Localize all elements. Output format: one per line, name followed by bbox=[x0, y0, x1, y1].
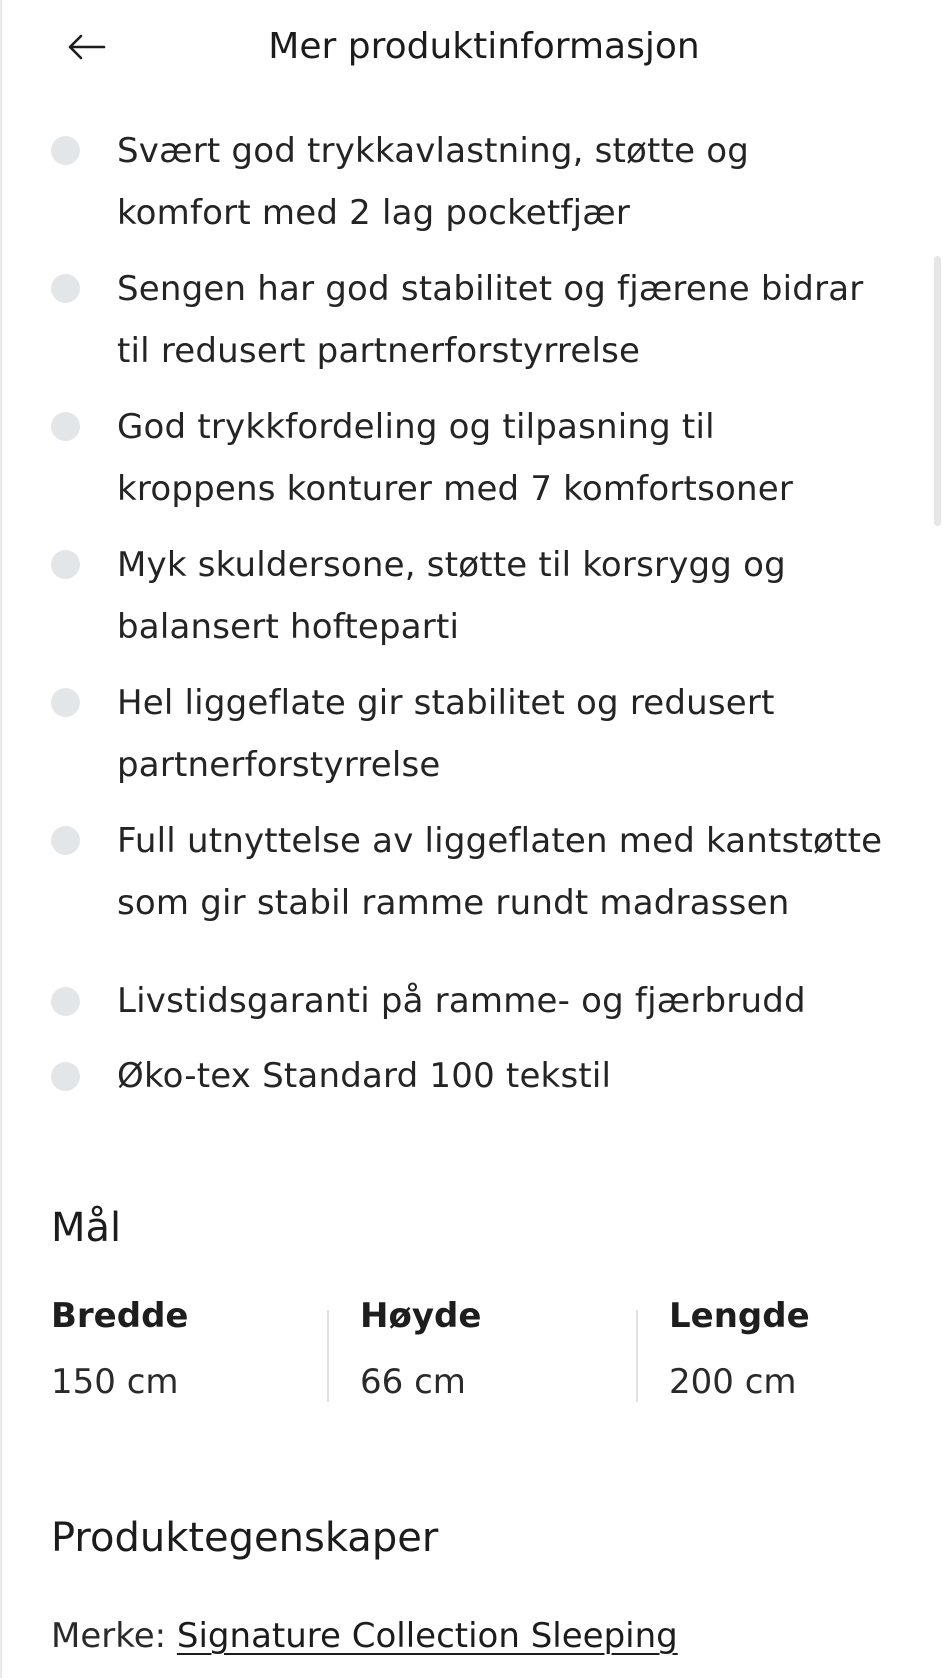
header bbox=[0, 0, 944, 96]
feature-text: Sengen har god stabilitet og fjærene bidrar til redusert partnerforstyrrelse bbox=[117, 269, 864, 371]
bullet-icon bbox=[51, 826, 80, 855]
brand-link[interactable]: Signature Collection Sleeping bbox=[176, 1616, 678, 1656]
properties-title: Produktegenskaper bbox=[51, 1515, 439, 1561]
bullet-icon bbox=[51, 136, 80, 165]
bullet-icon bbox=[51, 1062, 80, 1091]
feature-text: Hel liggeflate gir stabilitet og redusert partnerforstyrrelse bbox=[117, 683, 775, 785]
dimension-value: 66 cm bbox=[360, 1362, 466, 1402]
divider bbox=[327, 1310, 329, 1402]
brand-label: Merke: bbox=[51, 1616, 167, 1656]
bullet-icon bbox=[51, 688, 80, 717]
feature-text: Full utnyttelse av liggeflaten med kantstøtte som gir stabil ramme rundt madrassen bbox=[117, 821, 883, 923]
dimension-label: Høyde bbox=[360, 1296, 482, 1336]
dimension-length bbox=[669, 1290, 944, 1408]
feature-text: Myk skuldersone, støtte til korsrygg og balansert hofteparti bbox=[117, 545, 786, 647]
bullet-icon bbox=[51, 550, 80, 579]
dimensions-title: Mål bbox=[51, 1205, 122, 1251]
dimension-label: Bredde bbox=[51, 1296, 189, 1336]
brand-row bbox=[51, 1608, 678, 1664]
dimension-value: 200 cm bbox=[669, 1362, 797, 1402]
dimension-width bbox=[51, 1290, 331, 1408]
feature-text: God trykkfordeling og tilpasning til kroppens konturer med 7 komfortsoner bbox=[117, 407, 794, 509]
dimensions-grid bbox=[0, 1290, 944, 1410]
feature-text: Livstidsgaranti på ramme- og fjærbrudd bbox=[117, 981, 806, 1021]
scrollbar-thumb[interactable] bbox=[934, 256, 941, 526]
feature-text: Øko-tex Standard 100 tekstil bbox=[117, 1056, 612, 1096]
page-title: Mer produktinformasjon bbox=[268, 26, 700, 67]
divider bbox=[636, 1310, 638, 1402]
dimension-label: Lengde bbox=[669, 1296, 810, 1336]
dimension-value: 150 cm bbox=[51, 1362, 179, 1402]
bullet-icon bbox=[51, 987, 80, 1016]
dimension-height bbox=[360, 1290, 640, 1408]
bullet-icon bbox=[51, 274, 80, 303]
frame-edge bbox=[0, 0, 2, 1678]
bullet-icon bbox=[51, 412, 80, 441]
feature-text: Svært god trykkavlastning, støtte og komfort med 2 lag pocketfjær bbox=[117, 131, 750, 233]
